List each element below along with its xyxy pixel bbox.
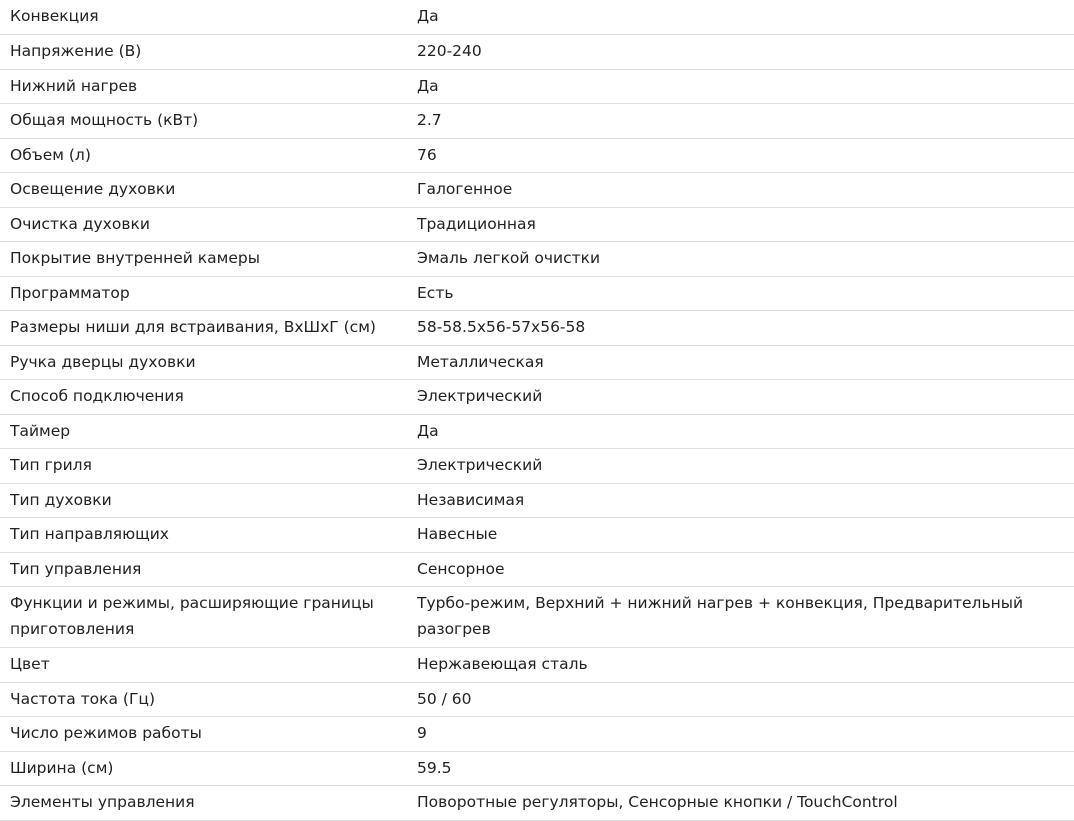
spec-value: 50 / 60	[407, 682, 1074, 717]
spec-value: Независимая	[407, 483, 1074, 518]
spec-value: Есть	[407, 276, 1074, 311]
spec-name: Конвекция	[0, 0, 407, 35]
spec-value: Да	[407, 0, 1074, 35]
spec-value: Электрический	[407, 380, 1074, 415]
spec-value: Поворотные регуляторы, Сенсорные кнопки / TouchControl	[407, 786, 1074, 821]
spec-name: Общая мощность (кВт)	[0, 104, 407, 139]
spec-value: 2.7	[407, 104, 1074, 139]
spec-row	[0, 276, 1074, 311]
spec-value: Традиционная	[407, 207, 1074, 242]
spec-name: Элементы управления	[0, 786, 407, 821]
spec-name: Размеры ниши для встраивания, ВхШхГ (см)	[0, 311, 407, 346]
spec-name: Цвет	[0, 648, 407, 683]
spec-value: Навесные	[407, 518, 1074, 553]
spec-row	[0, 104, 1074, 139]
spec-name: Частота тока (Гц)	[0, 682, 407, 717]
spec-row	[0, 242, 1074, 277]
spec-value: 76	[407, 138, 1074, 173]
spec-name: Способ подключения	[0, 380, 407, 415]
spec-row	[0, 483, 1074, 518]
spec-row	[0, 751, 1074, 786]
spec-name: Освещение духовки	[0, 173, 407, 208]
spec-value: Да	[407, 414, 1074, 449]
spec-row	[0, 311, 1074, 346]
spec-row	[0, 518, 1074, 553]
spec-row	[0, 552, 1074, 587]
spec-name: Ручка дверцы духовки	[0, 345, 407, 380]
spec-name: Тип духовки	[0, 483, 407, 518]
spec-value: Металлическая	[407, 345, 1074, 380]
spec-name: Тип гриля	[0, 449, 407, 484]
spec-name: Ширина (см)	[0, 751, 407, 786]
spec-row	[0, 648, 1074, 683]
spec-name: Функции и режимы, расширяющие границы приготовления	[0, 587, 407, 648]
spec-name: Таймер	[0, 414, 407, 449]
spec-name: Покрытие внутренней камеры	[0, 242, 407, 277]
spec-row	[0, 207, 1074, 242]
spec-row	[0, 35, 1074, 70]
spec-value: Галогенное	[407, 173, 1074, 208]
spec-row	[0, 380, 1074, 415]
spec-name: Объем (л)	[0, 138, 407, 173]
spec-name: Очистка духовки	[0, 207, 407, 242]
spec-name: Тип направляющих	[0, 518, 407, 553]
spec-value: Турбо-режим, Верхний + нижний нагрев + конвекция, Предварительный разогрев	[407, 587, 1074, 648]
spec-name: Число режимов работы	[0, 717, 407, 752]
spec-value: Эмаль легкой очистки	[407, 242, 1074, 277]
spec-value: 9	[407, 717, 1074, 752]
spec-row	[0, 717, 1074, 752]
spec-row	[0, 138, 1074, 173]
spec-value: Да	[407, 69, 1074, 104]
spec-row	[0, 587, 1074, 648]
spec-value: Нержавеющая сталь	[407, 648, 1074, 683]
spec-row	[0, 0, 1074, 35]
spec-name: Напряжение (В)	[0, 35, 407, 70]
spec-name: Нижний нагрев	[0, 69, 407, 104]
spec-row	[0, 69, 1074, 104]
spec-value: 220-240	[407, 35, 1074, 70]
spec-value: 59.5	[407, 751, 1074, 786]
spec-row	[0, 786, 1074, 821]
spec-row	[0, 449, 1074, 484]
spec-value: Электрический	[407, 449, 1074, 484]
spec-row	[0, 345, 1074, 380]
spec-name: Программатор	[0, 276, 407, 311]
spec-value: Сенсорное	[407, 552, 1074, 587]
spec-row	[0, 173, 1074, 208]
spec-row	[0, 414, 1074, 449]
spec-value: 58-58.5x56-57x56-58	[407, 311, 1074, 346]
spec-row	[0, 682, 1074, 717]
spec-name: Тип управления	[0, 552, 407, 587]
